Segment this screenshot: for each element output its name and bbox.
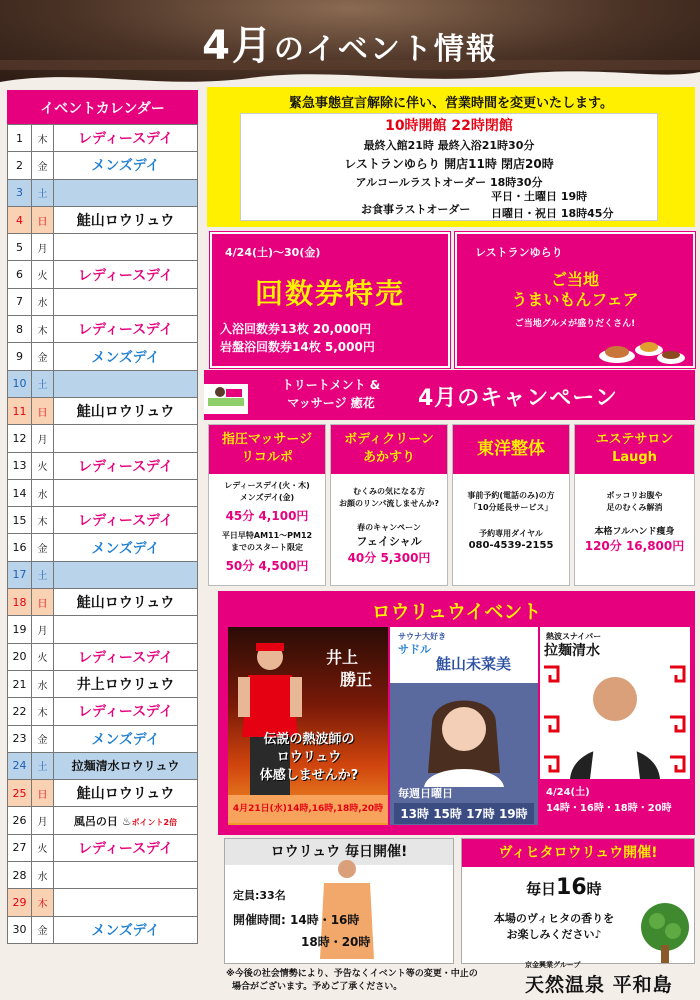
notice-body bbox=[240, 113, 658, 221]
calendar-weekday: 金 bbox=[32, 916, 54, 943]
calendar-weekday: 日 bbox=[32, 780, 54, 807]
calendar-event-label: 鮭山ロウリュウ bbox=[76, 213, 175, 230]
service-line: 本格フルハンド痩身 bbox=[594, 527, 675, 537]
daily-title: ロウリュウ 毎日開催! bbox=[225, 839, 453, 865]
calendar-date: 18 bbox=[8, 589, 32, 616]
daily-capacity: 定員:33名 bbox=[233, 889, 286, 902]
calendar-date: 16 bbox=[8, 534, 32, 561]
shimizu-times: 14時・16時・18時・20時 bbox=[546, 803, 672, 814]
calendar-weekday: 木 bbox=[32, 889, 54, 916]
shimizu-photo bbox=[540, 657, 690, 779]
calendar-date: 5 bbox=[8, 234, 32, 261]
calendar-event bbox=[54, 507, 198, 534]
calendar-row bbox=[8, 725, 198, 752]
daily-times-2: 18時・20時 bbox=[301, 935, 371, 949]
calendar-date: 24 bbox=[8, 752, 32, 779]
calendar-row bbox=[8, 397, 198, 424]
service-line: メンズデイ(金) bbox=[239, 493, 295, 502]
notice-heading: 緊急事態宣言解除に伴い、営業時間を変更いたします。 bbox=[289, 96, 613, 111]
calendar-event bbox=[54, 862, 198, 889]
calendar-event-label: レディースデイ bbox=[78, 840, 173, 857]
footer-note: ※今後の社会情勢により、予告なくイベント等の変更・中止の 場合がございます。予めご了承ください。 bbox=[226, 969, 478, 992]
calendar-weekday: 火 bbox=[32, 452, 54, 479]
calendar-event bbox=[54, 725, 198, 752]
sakeyama-panel bbox=[390, 627, 538, 825]
calendar-event bbox=[54, 834, 198, 861]
ticket-sale-date: 4/24(土)～30(金) bbox=[225, 246, 321, 259]
calendar-event-label: レディースデイ bbox=[78, 704, 173, 721]
calendar-event-label: メンズデイ bbox=[91, 540, 160, 557]
local-food-fair-promo bbox=[455, 232, 695, 368]
calendar-row bbox=[8, 889, 198, 916]
calendar-date: 12 bbox=[8, 425, 32, 452]
service-line: 足のむくみ解消 bbox=[606, 503, 663, 512]
calendar-weekday: 金 bbox=[32, 343, 54, 370]
calendar-weekday: 木 bbox=[32, 698, 54, 725]
food-weekday: 平日・土曜日 19時 bbox=[491, 190, 588, 203]
calendar-event-label: レディースデイ bbox=[78, 131, 173, 148]
calendar-weekday: 火 bbox=[32, 643, 54, 670]
calendar-event bbox=[54, 752, 198, 779]
vihita-time bbox=[526, 875, 602, 900]
calendar-table bbox=[7, 124, 198, 944]
calendar-weekday: 土 bbox=[32, 752, 54, 779]
calendar-date: 29 bbox=[8, 889, 32, 916]
campaign-title: 4月のキャンペーン bbox=[418, 386, 618, 411]
calendar-event bbox=[54, 670, 198, 697]
calendar-row bbox=[8, 479, 198, 506]
calendar-date: 21 bbox=[8, 670, 32, 697]
calendar-row bbox=[8, 507, 198, 534]
calendar-row bbox=[8, 261, 198, 288]
service-phone: 080-4539-2155 bbox=[468, 540, 554, 551]
service-line: 春のキャンペーン bbox=[357, 523, 421, 532]
calendar-date: 14 bbox=[8, 479, 32, 506]
campaign-category-line1: トリートメント & bbox=[281, 378, 381, 392]
daily-rouryu bbox=[224, 838, 454, 964]
calendar-event bbox=[54, 643, 198, 670]
rouryu-title: ロウリュウイベント bbox=[371, 601, 542, 623]
calendar-date: 22 bbox=[8, 698, 32, 725]
calendar-event-label: レディースデイ bbox=[78, 267, 173, 284]
calendar-event-label: レディースデイ bbox=[78, 513, 173, 530]
calendar-event bbox=[54, 179, 198, 206]
calendar-date: 9 bbox=[8, 343, 32, 370]
calendar-weekday: 月 bbox=[32, 234, 54, 261]
calendar-event bbox=[54, 698, 198, 725]
calendar-date: 4 bbox=[8, 206, 32, 233]
calendar-event bbox=[54, 452, 198, 479]
service-line: むくみの気になる方 bbox=[353, 487, 425, 496]
calendar-date: 10 bbox=[8, 370, 32, 397]
service-price: 120分 16,800円 bbox=[584, 539, 685, 553]
calendar-row bbox=[8, 834, 198, 861]
sakeyama-header bbox=[390, 627, 538, 683]
service-price: 40分 5,300円 bbox=[347, 551, 431, 565]
calendar-weekday: 金 bbox=[32, 534, 54, 561]
sakeyama-name: 鮭山未菜美 bbox=[436, 655, 512, 673]
calendar-weekday: 土 bbox=[32, 370, 54, 397]
service-esthe bbox=[574, 424, 695, 586]
calendar-weekday: 水 bbox=[32, 288, 54, 315]
calendar-event-label: メンズデイ bbox=[91, 158, 160, 175]
calendar-event bbox=[54, 397, 198, 424]
service-line: 事前予約(電話のみ)の方 bbox=[467, 491, 555, 500]
event-calendar bbox=[7, 90, 198, 944]
calendar-event bbox=[54, 316, 198, 343]
calendar-weekday: 月 bbox=[32, 425, 54, 452]
calendar-row bbox=[8, 316, 198, 343]
calendar-event-label: 鮭山ロウリュウ bbox=[76, 595, 175, 612]
food-sunday: 日曜日・祝日 18時45分 bbox=[491, 207, 614, 220]
campaign-category bbox=[261, 376, 401, 412]
service-line: 予約専用ダイヤル bbox=[479, 529, 543, 538]
vihita-every: 毎日 bbox=[526, 880, 557, 898]
brand-group: 京金興業グループ bbox=[525, 961, 581, 969]
calendar-event bbox=[54, 125, 198, 152]
calendar-date: 19 bbox=[8, 616, 32, 643]
vihita-hour-unit: 時 bbox=[586, 880, 602, 898]
daily-hours bbox=[233, 909, 370, 953]
service-seitai bbox=[452, 424, 570, 586]
calendar-date: 15 bbox=[8, 507, 32, 534]
calendar-row bbox=[8, 670, 198, 697]
calendar-row bbox=[8, 589, 198, 616]
calendar-row bbox=[8, 234, 198, 261]
title-month: 4月 bbox=[202, 23, 274, 69]
title-text: のイベント情報 bbox=[273, 32, 498, 67]
calendar-row bbox=[8, 125, 198, 152]
calendar-event-label: 鮭山ロウリュウ bbox=[76, 404, 175, 421]
shimizu-name: 拉麺清水 bbox=[544, 643, 600, 659]
calendar-date: 26 bbox=[8, 807, 32, 834]
calendar-event bbox=[54, 534, 198, 561]
shimizu-panel bbox=[540, 627, 690, 825]
service-line: フェイシャル bbox=[356, 535, 422, 548]
inoue-name: 井上 勝正 bbox=[326, 648, 373, 689]
fair-title-line2: うまいもんフェア bbox=[511, 290, 639, 309]
calendar-event-label: メンズデイ bbox=[91, 349, 160, 366]
service-line: レディースデイ(火・木) bbox=[224, 481, 310, 490]
fair-subtitle: ご当地グルメが盛りだくさん! bbox=[514, 319, 636, 329]
calendar-row bbox=[8, 152, 198, 179]
calendar-title: イベントカレンダー bbox=[7, 90, 198, 124]
calendar-weekday: 土 bbox=[32, 561, 54, 588]
service-name: 指圧マッサージ リコルポ bbox=[209, 425, 325, 474]
service-line: 平日早特AM11～PM12 bbox=[221, 531, 313, 540]
calendar-weekday: 木 bbox=[32, 507, 54, 534]
calendar-weekday: 火 bbox=[32, 261, 54, 288]
campaign-header bbox=[204, 370, 695, 420]
calendar-row bbox=[8, 452, 198, 479]
service-akasuri bbox=[330, 424, 448, 586]
dishes-illustration bbox=[597, 332, 687, 366]
calendar-date: 2 bbox=[8, 152, 32, 179]
calendar-event-label: レディースデイ bbox=[78, 322, 173, 339]
opening-hours: 10時開館 22時閉館 bbox=[385, 118, 513, 134]
calendar-row bbox=[8, 425, 198, 452]
bath-ticket-price: 入浴回数券13枚 20,000円 bbox=[220, 322, 372, 336]
service-name: ボディクリーン あかすり bbox=[331, 425, 447, 474]
massage-icon bbox=[204, 374, 248, 414]
service-name: エステサロン Laugh bbox=[575, 425, 694, 474]
service-line: ポッコリお腹や bbox=[606, 491, 663, 500]
calendar-event bbox=[54, 889, 198, 916]
service-price: 45分 4,100円 bbox=[225, 509, 309, 523]
calendar-date: 25 bbox=[8, 780, 32, 807]
service-line: 「10分延長サービス」 bbox=[469, 503, 553, 512]
brand-logo bbox=[525, 960, 673, 997]
calendar-row bbox=[8, 534, 198, 561]
calendar-date: 3 bbox=[8, 179, 32, 206]
calendar-weekday: 火 bbox=[32, 834, 54, 861]
calendar-row bbox=[8, 780, 198, 807]
calendar-event bbox=[54, 780, 198, 807]
service-price: 50分 4,500円 bbox=[225, 559, 309, 573]
daily-hours-label: 開催時間: bbox=[233, 913, 286, 927]
sakeyama-times: 13時 15時 17時 19時 bbox=[394, 803, 534, 824]
fair-title-line1: ご当地 bbox=[550, 270, 599, 289]
calendar-row bbox=[8, 616, 198, 643]
calendar-row bbox=[8, 862, 198, 889]
fair-restaurant-label: レストランゆらり bbox=[475, 246, 563, 259]
service-body bbox=[575, 474, 694, 552]
calendar-row bbox=[8, 561, 198, 588]
food-last-order-label: お食事ラストオーダー bbox=[361, 203, 471, 216]
calendar-event-label: 拉麺清水ロウリュウ bbox=[71, 759, 180, 774]
calendar-row bbox=[8, 643, 198, 670]
sakeyama-day: 毎週日曜日 bbox=[398, 787, 453, 800]
calendar-weekday: 土 bbox=[32, 179, 54, 206]
service-body bbox=[331, 474, 447, 564]
restaurant-hours: レストランゆらり 開店11時 閉店20時 bbox=[344, 157, 554, 171]
inoue-copy: 伝説の熱波師の ロウリュウ 体感しませんか? bbox=[259, 732, 359, 783]
calendar-row bbox=[8, 698, 198, 725]
calendar-row bbox=[8, 179, 198, 206]
calendar-weekday: 日 bbox=[32, 397, 54, 424]
calendar-event bbox=[54, 370, 198, 397]
calendar-row bbox=[8, 916, 198, 943]
calendar-event-label: 鮭山ロウリュウ bbox=[76, 786, 175, 803]
calendar-event bbox=[54, 234, 198, 261]
point-badge: ポイント2倍 bbox=[131, 817, 178, 827]
calendar-event-label: レディースデイ bbox=[78, 458, 173, 475]
calendar-weekday: 木 bbox=[32, 316, 54, 343]
calendar-event-label: レディースデイ bbox=[78, 649, 173, 666]
calendar-event bbox=[54, 916, 198, 943]
calendar-date: 20 bbox=[8, 643, 32, 670]
shimizu-tag: 熱波スナイパー bbox=[546, 632, 602, 641]
sakeyama-photo bbox=[414, 683, 514, 787]
fair-title bbox=[457, 270, 693, 310]
hours-notice bbox=[207, 87, 695, 227]
service-line: お顔のリンパ流しませんか? bbox=[338, 499, 440, 508]
calendar-date: 28 bbox=[8, 862, 32, 889]
calendar-event bbox=[54, 561, 198, 588]
calendar-weekday: 月 bbox=[32, 807, 54, 834]
campaign-category-line2: マッサージ 癒花 bbox=[287, 396, 375, 410]
calendar-row bbox=[8, 288, 198, 315]
brand-name: 天然温泉 平和島 bbox=[525, 974, 673, 996]
calendar-date: 27 bbox=[8, 834, 32, 861]
calendar-row bbox=[8, 370, 198, 397]
vihita-rouryu bbox=[461, 838, 695, 964]
ganban-ticket-price: 岩盤浴回数券14枚 5,000円 bbox=[220, 340, 375, 354]
calendar-date: 1 bbox=[8, 125, 32, 152]
calendar-weekday: 日 bbox=[32, 206, 54, 233]
service-name: 東洋整体 bbox=[453, 425, 569, 474]
calendar-event bbox=[54, 616, 198, 643]
service-line: までのスタート限定 bbox=[231, 543, 303, 552]
calendar-event-label: メンズデイ bbox=[91, 731, 160, 748]
calendar-event bbox=[54, 152, 198, 179]
service-body bbox=[453, 474, 569, 552]
calendar-date: 17 bbox=[8, 561, 32, 588]
calendar-date: 13 bbox=[8, 452, 32, 479]
calendar-weekday: 水 bbox=[32, 479, 54, 506]
calendar-event bbox=[54, 425, 198, 452]
shimizu-schedule bbox=[540, 779, 690, 825]
calendar-row bbox=[8, 343, 198, 370]
daily-times-1: 14時・16時 bbox=[290, 913, 360, 927]
calendar-weekday: 日 bbox=[32, 589, 54, 616]
service-shiatsu bbox=[208, 424, 326, 586]
calendar-event-label: 井上ロウリュウ bbox=[76, 677, 175, 694]
alcohol-last-order: アルコールラストオーダー 18時30分 bbox=[355, 176, 543, 189]
calendar-event bbox=[54, 589, 198, 616]
calendar-date: 8 bbox=[8, 316, 32, 343]
calendar-weekday: 金 bbox=[32, 152, 54, 179]
calendar-event bbox=[54, 288, 198, 315]
calendar-event: 風呂の日 ♨ポイント2倍 bbox=[54, 807, 198, 834]
service-body bbox=[209, 474, 325, 572]
ticket-sale-title: 回数券特売 bbox=[254, 277, 405, 310]
calendar-event-label: 風呂の日 bbox=[73, 814, 118, 828]
inoue-schedule: 4月21日(水)14時,16時,18時,20時 bbox=[228, 795, 388, 823]
calendar-date: 6 bbox=[8, 261, 32, 288]
inoue-panel bbox=[228, 627, 388, 825]
calendar-date: 11 bbox=[8, 397, 32, 424]
calendar-date: 7 bbox=[8, 288, 32, 315]
sakeyama-group: サドル bbox=[398, 643, 431, 656]
rouryu-event bbox=[218, 591, 695, 835]
food-last-order-times bbox=[491, 188, 681, 222]
calendar-weekday: 月 bbox=[32, 616, 54, 643]
vihita-message: 本場のヴィヒタの香りを お楽しみください♪ bbox=[493, 912, 615, 941]
calendar-event bbox=[54, 261, 198, 288]
shimizu-date: 4/24(土) bbox=[546, 787, 590, 798]
vihita-leaf-icon bbox=[637, 901, 693, 963]
calendar-event bbox=[54, 343, 198, 370]
calendar-date: 30 bbox=[8, 916, 32, 943]
calendar-weekday: 金 bbox=[32, 725, 54, 752]
vihita-hour: 16 bbox=[556, 875, 587, 900]
last-entry: 最終入館21時 最終入浴21時30分 bbox=[363, 139, 535, 152]
calendar-row bbox=[8, 807, 198, 834]
calendar-row bbox=[8, 752, 198, 779]
calendar-event-label: メンズデイ bbox=[91, 922, 160, 939]
vihita-title: ヴィヒタロウリュウ開催! bbox=[462, 839, 694, 867]
header-wave bbox=[0, 60, 700, 90]
calendar-row bbox=[8, 206, 198, 233]
calendar-weekday: 水 bbox=[32, 670, 54, 697]
sakeyama-tag: サウナ大好き bbox=[398, 632, 446, 641]
calendar-event bbox=[54, 479, 198, 506]
calendar-weekday: 木 bbox=[32, 125, 54, 152]
ticket-sale-promo bbox=[210, 232, 450, 368]
calendar-event bbox=[54, 206, 198, 233]
calendar-date: 23 bbox=[8, 725, 32, 752]
calendar-weekday: 水 bbox=[32, 862, 54, 889]
